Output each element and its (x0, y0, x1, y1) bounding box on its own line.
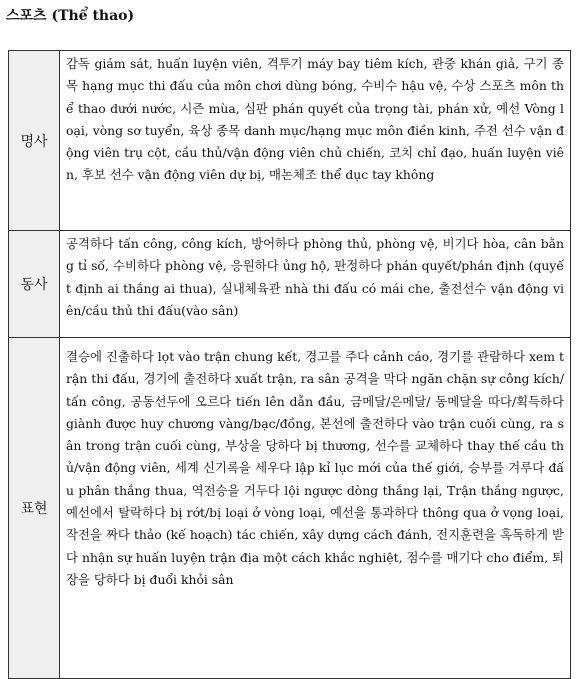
vocabulary-table (8, 50, 571, 679)
row-label-verb: 동사 (9, 231, 60, 338)
row-label-noun: 명사 (9, 51, 60, 231)
table-row (9, 51, 571, 231)
table-row (9, 338, 571, 679)
row-content-expression: 결승에 진출하다 lọt vào trận chung kết, 경고를 주다 cảnh cáo, 경기를 관람하다 xem trận thi đấu, 경기에 출전하다 xuất trận, ra sân 공격을 막다 ngăn chặn sự công kích/tấn công, 공동선두에 오르다 tiến lên dẫn đầu, 금메달/은메달/ 동메달을 따다/획득하다 giành được huy chương vàng/bạc/đồng, 본선에 출전하다 vào trận cuối cùng, ra sân trong trận cuối cùng, 부상을 당하다 bị thương, 선수를 교체하다 thay thế cầu thủ/vận động viên, 세계 신기록을 세우다 lập kỉ lục mới của thế giới, 승부를 겨루다 đấu phân thắng thua, 역전승을 거두다 lội ngược dòng thắng lại, Trận thắng ngược, 예선에서 탈락하다 bị rớt/bị loại ở vòng loại, 예선을 통과하다 thông qua ở vọng loại, 작전을 짜다 thảo (kế hoạch) tác chiến, xây dựng cách đánh, 전지훈련을 혹독하게 받다 nhận sự huấn luyện trận địa một cách khắc nghiệt, 점수를 매기다 cho điểm, 퇴장을 당하다 bị đuổi khỏi sân (60, 338, 571, 679)
section-title: 스포츠 (Thể thao) (6, 8, 135, 24)
table-row (9, 231, 571, 338)
row-content-verb: 공격하다 tấn công, công kích, 방어하다 phòng thủ, phòng vệ, 비기다 hòa, cân bằng tỉ số, 수비하다 phòng vệ, 응원하다 ủng hộ, 판정하다 phán quyết/phán định (quyết định ai thắng ai thua), 실내체육관 nhà thi đấu có mái che, 출전선수 vận động viên/cầu thủ thi đấu(vào sân) (60, 231, 571, 338)
row-content-noun: 감독 giám sát, huấn luyện viên, 격투기 máy bay tiêm kích, 관중 khán giả, 구기 종목 hạng mục thi đấu của môn chơi dùng bóng, 수비수 hậu vệ, 수상 스포츠 môn thể thao dưới nước, 시즌 mùa, 심판 phán quyết của trọng tài, phán xử, 예선 Vòng loại, vòng sơ tuyển, 육상 종목 danh mục/hạng mục môn điền kinh, 주전 선수 vận động viên trụ cột, cầu thủ/vận động viên chủ chiến, 코치 chỉ đạo, huấn luyện viên, 후보 선수 vận động viên dự bị, 매논체조 thể dục tay không (60, 51, 571, 231)
row-label-expression: 표현 (9, 338, 60, 679)
